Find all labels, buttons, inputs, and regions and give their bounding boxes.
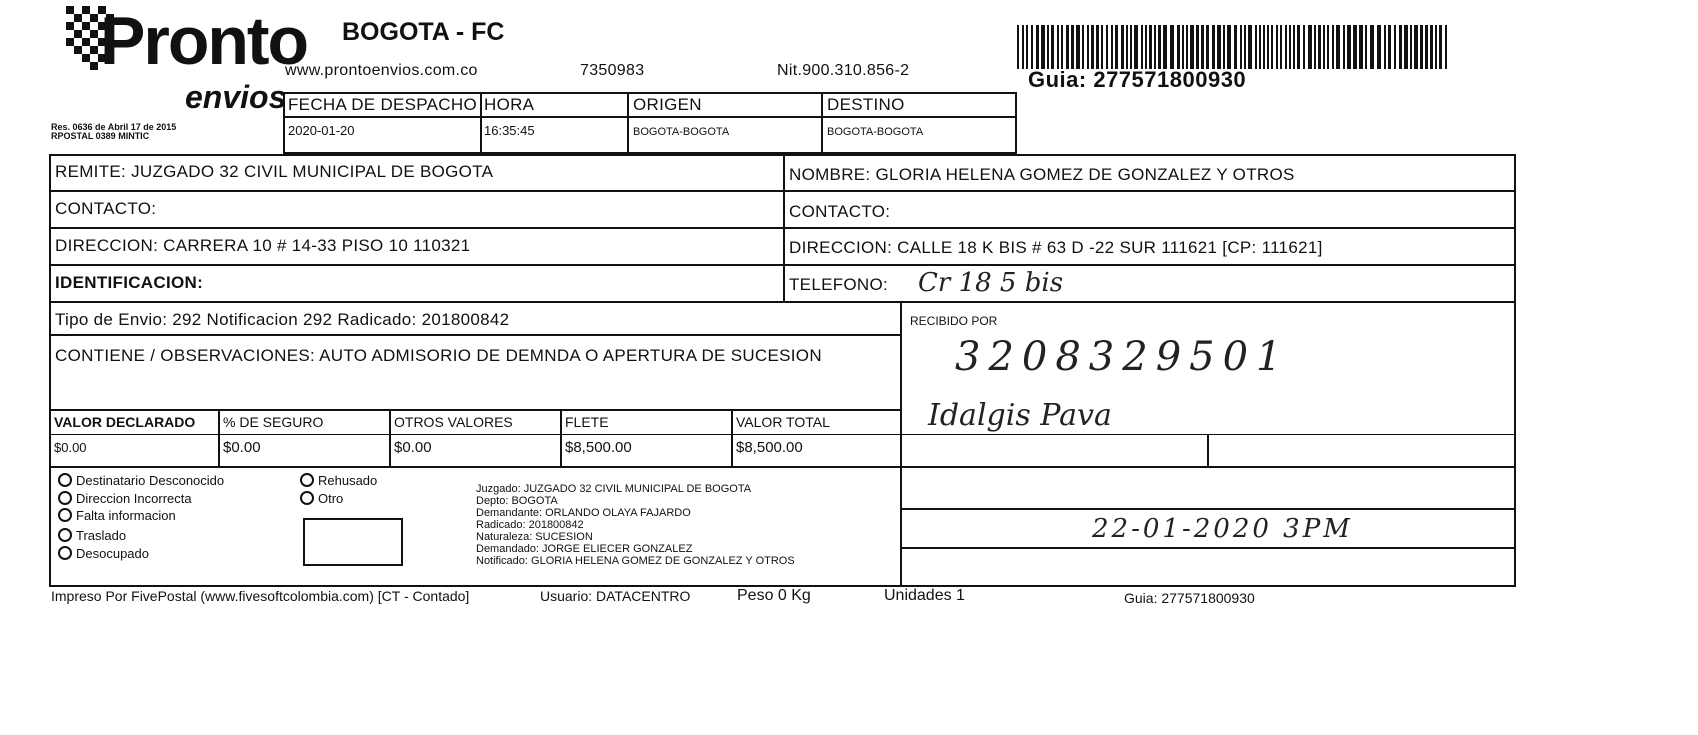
radio-icon[interactable] bbox=[58, 491, 72, 505]
seguro-label: % DE SEGURO bbox=[223, 414, 324, 430]
otros-label: OTROS VALORES bbox=[394, 414, 513, 430]
radio-icon[interactable] bbox=[58, 546, 72, 560]
flete-label: FLETE bbox=[565, 414, 609, 430]
radio-icon[interactable] bbox=[300, 473, 314, 487]
status-option[interactable]: Falta informacion bbox=[58, 508, 293, 528]
logo-sub-text: envios bbox=[185, 79, 287, 115]
recipient-telefono-handwritten: Cr 18 5 bis bbox=[918, 268, 1064, 298]
recibido-date-handwritten: 22-01-2020 3PM bbox=[1092, 514, 1353, 544]
court-info-line: Demandado: JORGE ELIECER GONZALEZ bbox=[476, 543, 693, 555]
recipient-contacto: CONTACTO: bbox=[789, 202, 891, 221]
city-title: BOGOTA - FC bbox=[342, 18, 505, 46]
footer-peso: Peso 0 Kg bbox=[737, 587, 811, 604]
resolution-line2: RPOSTAL 0389 MINTIC bbox=[51, 131, 150, 141]
court-info bbox=[476, 483, 896, 567]
sender-identificacion: IDENTIFICACION: bbox=[55, 273, 204, 292]
footer-guia: Guia: 277571800930 bbox=[1124, 590, 1255, 606]
radio-icon[interactable] bbox=[300, 491, 314, 505]
footer-usuario: Usuario: DATACENTRO bbox=[540, 588, 691, 604]
radio-icon[interactable] bbox=[58, 473, 72, 487]
recipient-direccion: DIRECCION: CALLE 18 K BIS # 63 D -22 SUR 111621 [CP: 111621] bbox=[789, 238, 1323, 257]
court-info-line: Radicado: 201800842 bbox=[476, 519, 584, 531]
website: www.prontoenvios.com.co bbox=[285, 62, 478, 79]
sender-contacto: CONTACTO: bbox=[55, 199, 157, 218]
status-option[interactable]: Otro bbox=[300, 491, 420, 509]
contiene: CONTIENE / OBSERVACIONES: AUTO ADMISORIO DE DEMNDA O APERTURA DE SUCESION bbox=[55, 346, 822, 365]
otros-value: $0.00 bbox=[394, 439, 432, 456]
court-info-line: Notificado: GLORIA HELENA GOMEZ DE GONZALEZ Y OTROS bbox=[476, 555, 795, 567]
recipient-telefono-label: TELEFONO: bbox=[789, 275, 889, 294]
destino-value: BOGOTA-BOGOTA bbox=[827, 126, 924, 138]
flete-value: $8,500.00 bbox=[565, 439, 632, 456]
court-info-line: Naturaleza: SUCESION bbox=[476, 531, 593, 543]
barcode bbox=[1017, 25, 1452, 69]
hora-value: 16:35:45 bbox=[484, 123, 535, 138]
status-option[interactable]: Direccion Incorrecta bbox=[58, 491, 293, 508]
recipient-nombre: NOMBRE: GLORIA HELENA GOMEZ DE GONZALEZ Y OTROS bbox=[789, 165, 1295, 184]
resolution-line1: Res. 0636 de Abril 17 de 2015 bbox=[51, 122, 177, 132]
logo bbox=[62, 2, 308, 117]
remite: REMITE: JUZGADO 32 CIVIL MUNICIPAL DE BOGOTA bbox=[55, 162, 494, 181]
valor-declarado: $0.00 bbox=[54, 440, 87, 455]
hora-label: HORA bbox=[484, 95, 535, 114]
court-info-line: Demandante: ORLANDO OLAYA FAJARDO bbox=[476, 507, 691, 519]
signature-box[interactable] bbox=[303, 518, 403, 566]
status-option[interactable]: Traslado bbox=[58, 528, 293, 546]
sender-direccion: DIRECCION: CARRERA 10 # 14-33 PISO 10 110321 bbox=[55, 236, 471, 255]
tipo-envio: Tipo de Envio: 292 Notificacion 292 Radicado: 201800842 bbox=[55, 310, 510, 329]
recibido-name-handwritten: Idalgis Pava bbox=[928, 398, 1112, 433]
status-option[interactable]: Rehusado bbox=[300, 473, 420, 491]
nit: Nit.900.310.856-2 bbox=[777, 62, 910, 79]
destino-label: DESTINO bbox=[827, 95, 905, 114]
phone: 7350983 bbox=[580, 62, 645, 79]
status-options-right bbox=[300, 473, 420, 509]
court-info-line: Juzgado: JUZGADO 32 CIVIL MUNICIPAL DE BOGOTA bbox=[476, 483, 752, 495]
seguro-value: $0.00 bbox=[223, 439, 261, 456]
origen-label: ORIGEN bbox=[633, 95, 702, 114]
total-value: $8,500.00 bbox=[736, 439, 803, 456]
logo-main-text: Pronto bbox=[100, 3, 308, 79]
recibido-label: RECIBIDO POR bbox=[910, 314, 998, 328]
status-option[interactable]: Desocupado bbox=[58, 546, 293, 564]
recibido-number-handwritten: 3208329501 bbox=[955, 334, 1290, 380]
footer-unidades: Unidades 1 bbox=[884, 587, 965, 604]
radio-icon[interactable] bbox=[58, 508, 72, 522]
valor-declarado-label: VALOR DECLARADO bbox=[54, 414, 196, 430]
guia-number: Guia: 277571800930 bbox=[1028, 67, 1247, 92]
fecha-label: FECHA DE DESPACHO bbox=[288, 95, 477, 114]
court-info-line: Depto: BOGOTA bbox=[476, 495, 558, 507]
footer-printed-by: Impreso Por FivePostal (www.fivesoftcolombia.com) [CT - Contado] bbox=[51, 588, 470, 604]
status-options-left bbox=[58, 473, 293, 564]
origen-value: BOGOTA-BOGOTA bbox=[633, 126, 730, 138]
fecha-value: 2020-01-20 bbox=[288, 123, 355, 138]
status-option[interactable]: Destinatario Desconocido bbox=[58, 473, 293, 491]
radio-icon[interactable] bbox=[58, 528, 72, 542]
total-label: VALOR TOTAL bbox=[736, 414, 830, 430]
